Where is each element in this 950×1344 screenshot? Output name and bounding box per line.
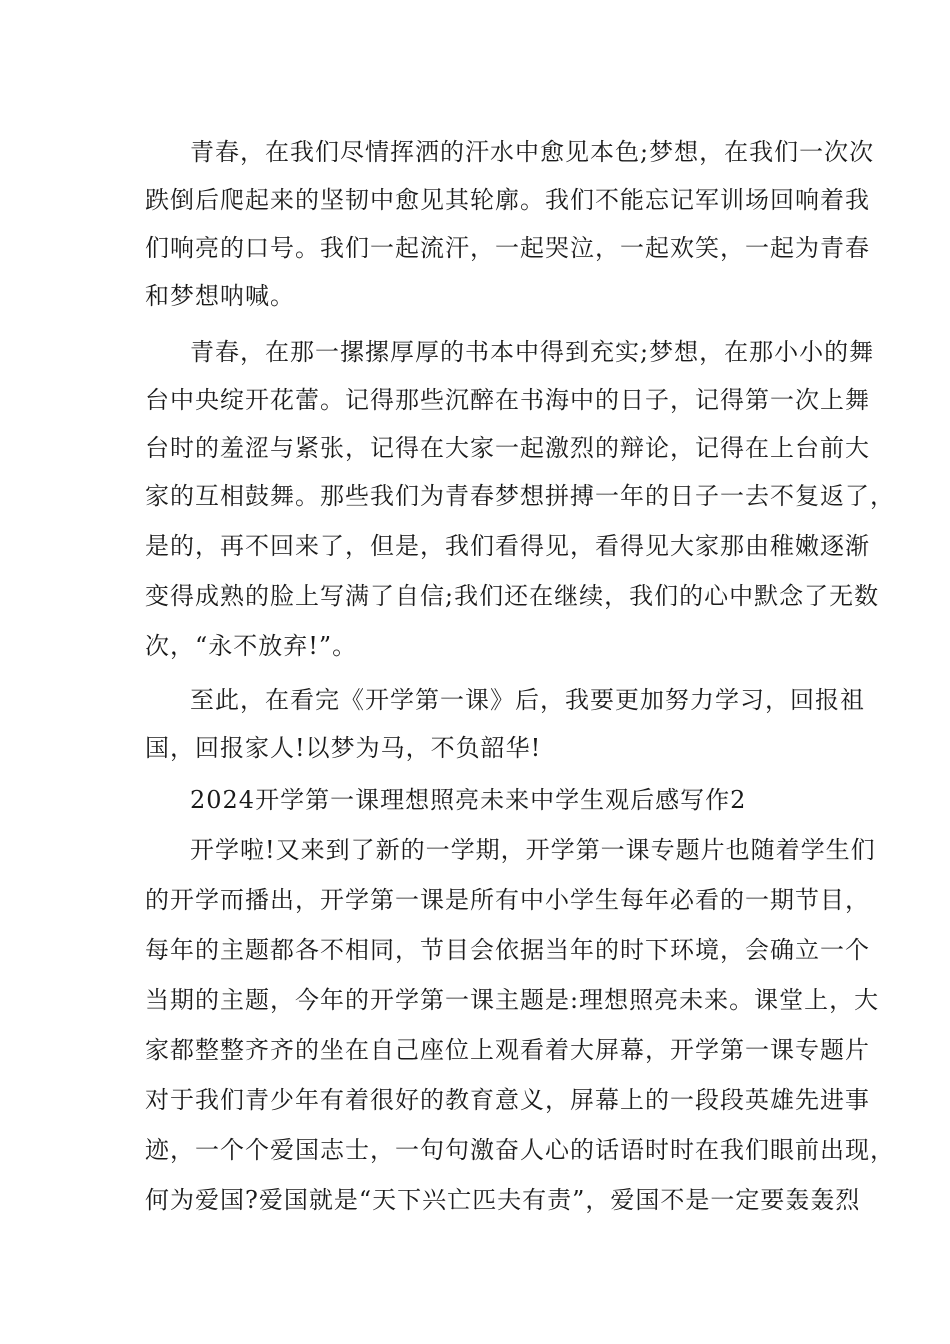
paragraph-line: 是的，再不回来了，但是，我们看得见，看得见大家那由稚嫩逐渐 — [145, 532, 870, 560]
paragraph-line: 次，“永不放弃!”。 — [145, 632, 358, 660]
paragraph-line: 迹，一个个爱国志士，一句句激奋人心的话语时时在我们眼前出现， — [145, 1136, 895, 1164]
paragraph-line: 的开学而播出，开学第一课是所有中小学生每年必看的一期节目， — [145, 886, 870, 914]
paragraph-line: 当期的主题，今年的开学第一课主题是:理想照亮未来。课堂上，大 — [145, 986, 880, 1014]
paragraph-line: 至此，在看完《开学第一课》后，我要更加努力学习，回报祖 — [190, 686, 865, 714]
paragraph-line: 家都整整齐齐的坐在自己座位上观看着大屏幕，开学第一课专题片 — [145, 1036, 870, 1064]
paragraph-line: 何为爱国?爱国就是“天下兴亡匹夫有责”，爱国不是一定要轰轰烈 — [145, 1186, 861, 1214]
paragraph-line: 开学啦!又来到了新的一学期，开学第一课专题片也随着学生们 — [190, 836, 876, 864]
paragraph-line: 们响亮的口号。我们一起流汗，一起哭泣，一起欢笑，一起为青春 — [145, 234, 870, 262]
paragraph-line: 台中央绽开花蕾。记得那些沉醉在书海中的日子，记得第一次上舞 — [145, 386, 870, 414]
paragraph-line: 青春，在那一摞摞厚厚的书本中得到充实;梦想，在那小小的舞 — [190, 338, 875, 366]
paragraph-line: 家的互相鼓舞。那些我们为青春梦想拼搏一年的日子一去不复返了， — [145, 482, 895, 510]
paragraph-line: 和梦想呐喊。 — [145, 282, 295, 310]
paragraph-line: 变得成熟的脸上写满了自信;我们还在继续，我们的心中默念了无数 — [145, 582, 880, 610]
paragraph-line: 国，回报家人!以梦为马，不负韶华! — [145, 734, 542, 762]
paragraph-line: 每年的主题都各不相同，节目会依据当年的时下环境，会确立一个 — [145, 936, 870, 964]
paragraph-line: 跌倒后爬起来的坚韧中愈见其轮廓。我们不能忘记军训场回响着我 — [145, 186, 870, 214]
paragraph-line: 青春，在我们尽情挥洒的汗水中愈见本色;梦想，在我们一次次 — [190, 138, 875, 166]
paragraph-line: 对于我们青少年有着很好的教育意义，屏幕上的一段段英雄先进事 — [145, 1086, 870, 1114]
paragraph-line: 台时的羞涩与紧张，记得在大家一起激烈的辩论，记得在上台前大 — [145, 434, 870, 462]
section-heading: 2024开学第一课理想照亮未来中学生观后感写作2 — [190, 786, 747, 814]
